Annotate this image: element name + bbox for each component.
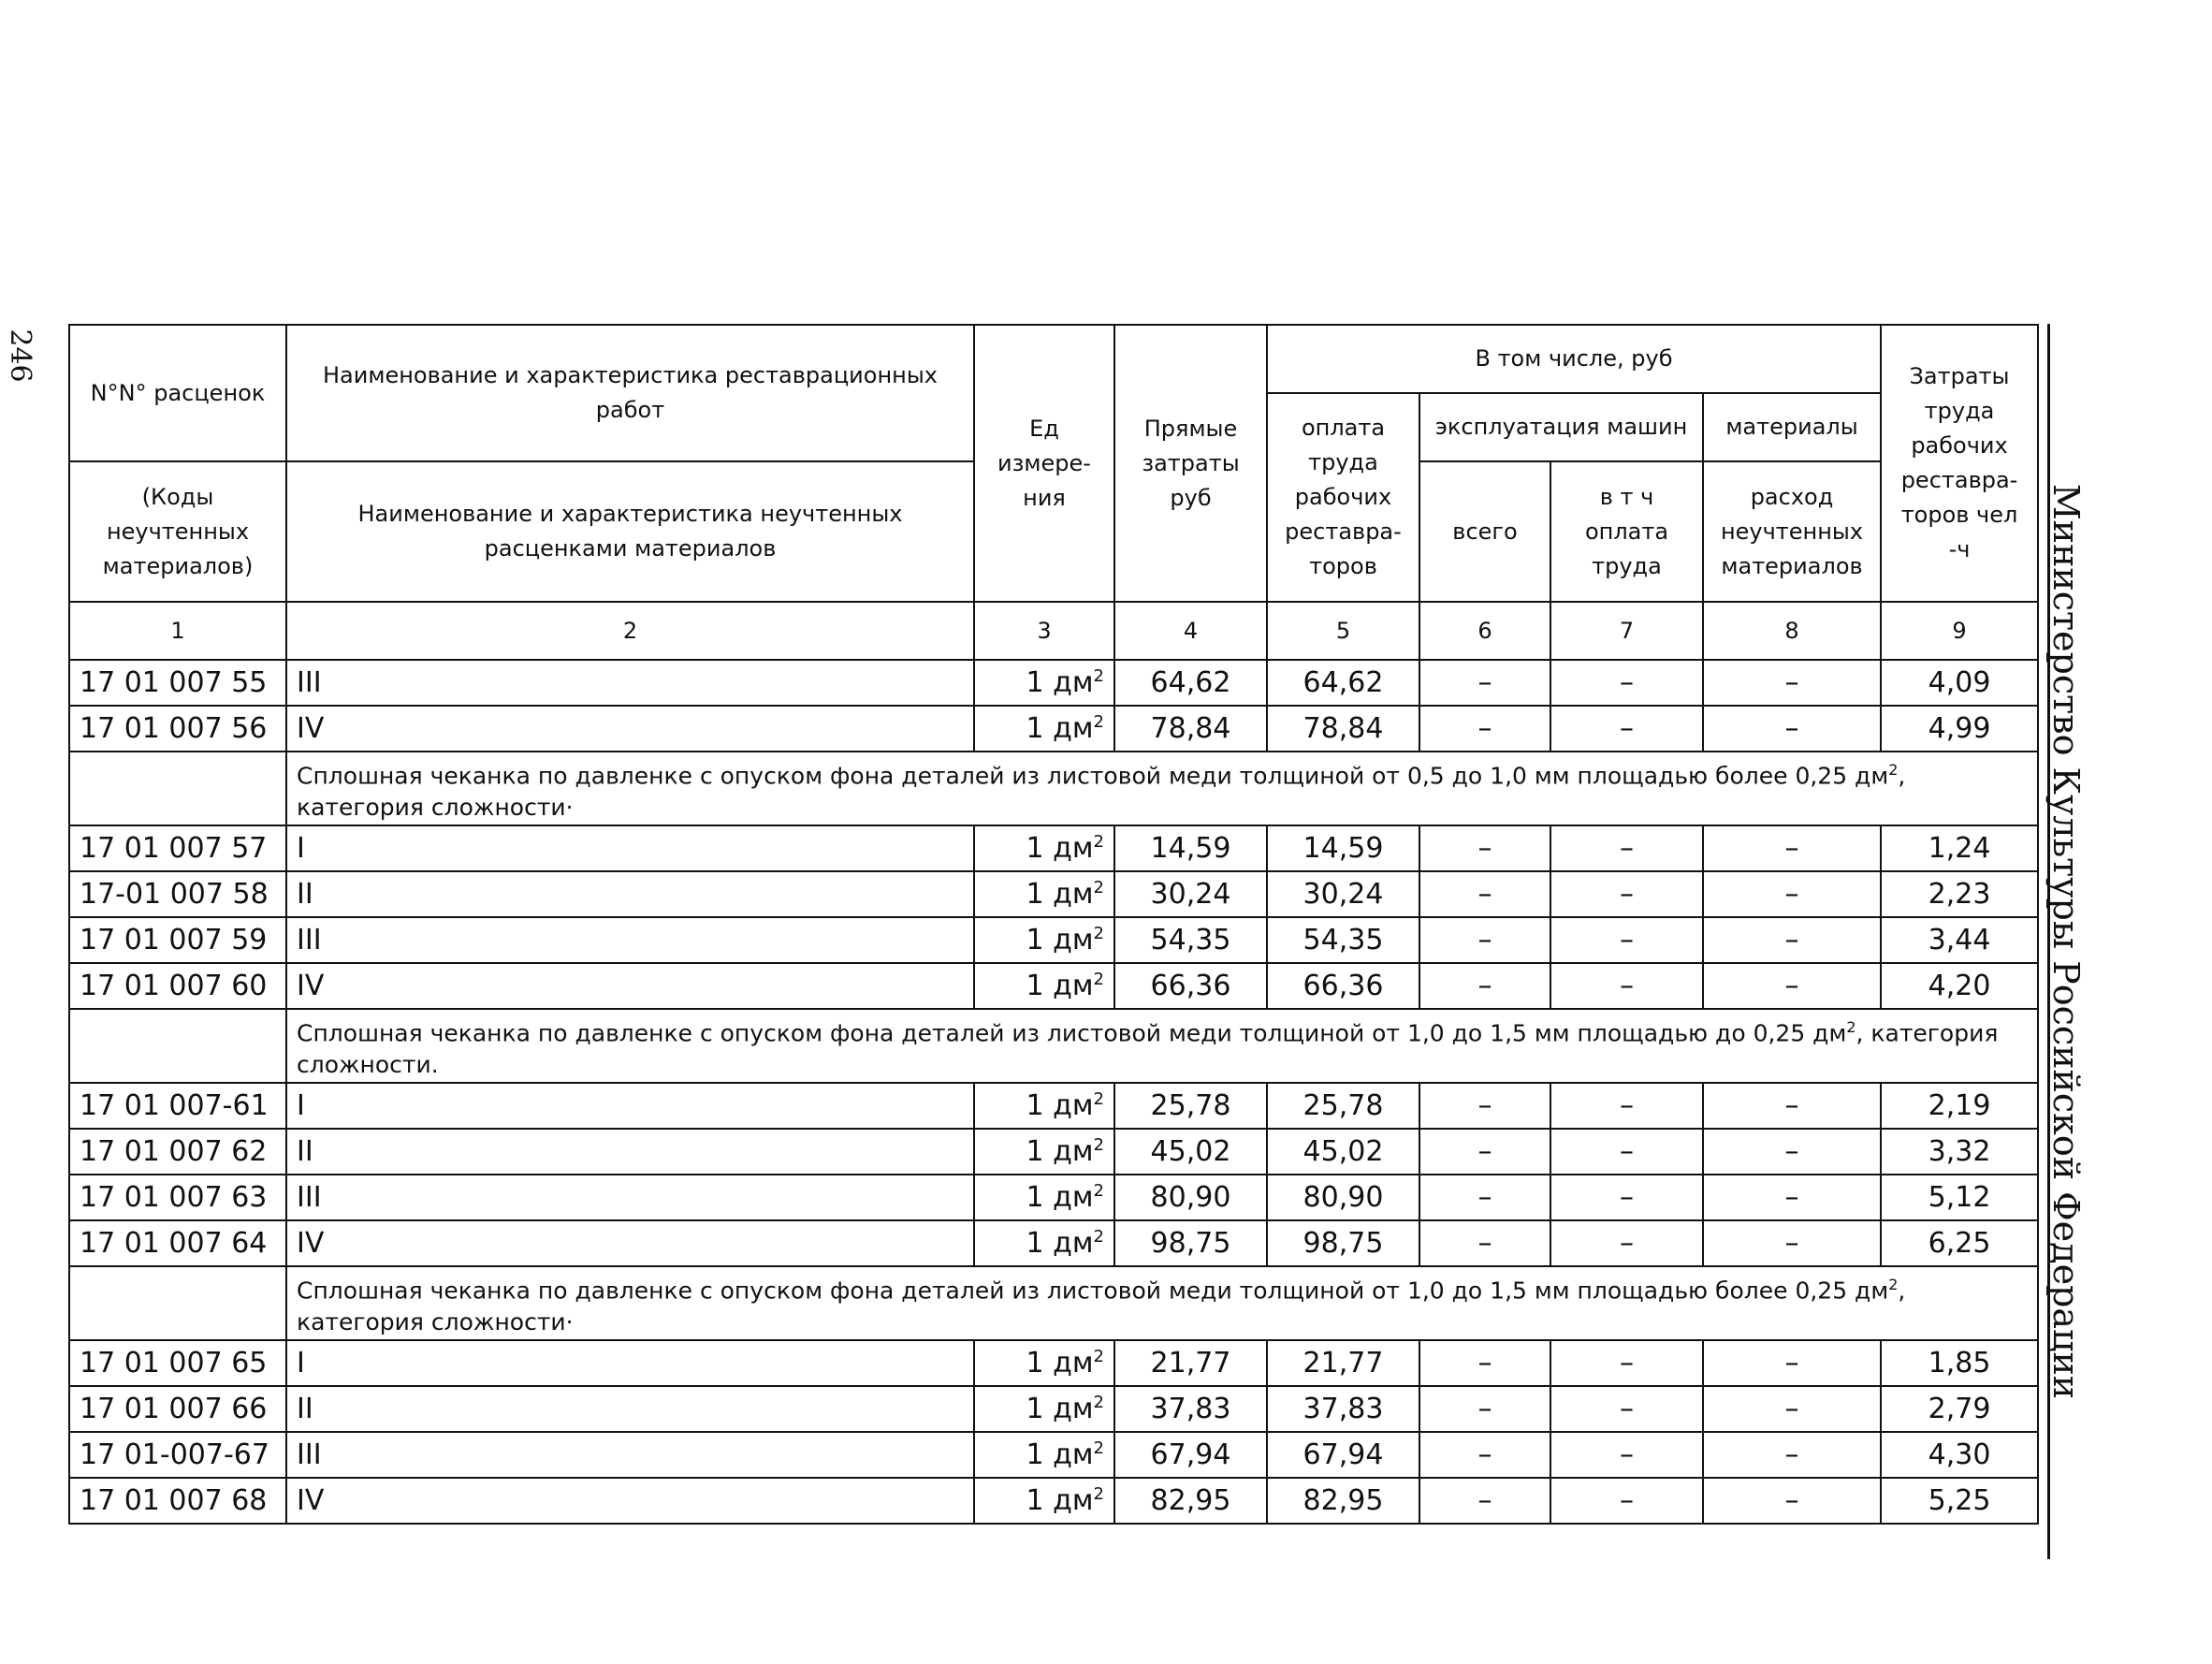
- machines-labor: –: [1550, 917, 1703, 963]
- table-row: [69, 1386, 2038, 1432]
- section-text: Сплошная чеканка по давленке с опуском фона деталей из листовой меди толщиной от 0,5 до 1,0 мм площадью более 0,25 дм: [297, 762, 1889, 790]
- materials-use: –: [1703, 706, 1881, 752]
- machines-total: –: [1419, 1432, 1550, 1478]
- unit-power: 2: [1093, 1089, 1104, 1109]
- section-row: [69, 1266, 2038, 1340]
- rate-code: 17 01 007 66: [69, 1386, 286, 1432]
- labor-pay: 78,84: [1267, 706, 1419, 752]
- table-row: [69, 1220, 2038, 1266]
- section-title: [286, 752, 2038, 825]
- complexity-category: III: [286, 917, 974, 963]
- machines-total: –: [1419, 1220, 1550, 1266]
- unit-base: 1 дм: [1026, 1347, 1094, 1379]
- materials-use: –: [1703, 825, 1881, 871]
- header-including: В том числе, руб: [1267, 325, 1881, 393]
- machines-total: –: [1419, 706, 1550, 752]
- machines-total: –: [1419, 1175, 1550, 1220]
- labor-pay: 25,78: [1267, 1083, 1419, 1129]
- unit-cell: [974, 825, 1114, 871]
- rates-table: [68, 324, 2039, 1525]
- section-code-empty: [69, 1266, 286, 1340]
- unit-base: 1 дм: [1026, 1438, 1094, 1471]
- unit-cell: [974, 1175, 1114, 1220]
- machines-labor: –: [1550, 1129, 1703, 1175]
- header-unit: Ед измере- ния: [974, 325, 1114, 602]
- machines-labor: –: [1550, 963, 1703, 1009]
- unit-base: 1 дм: [1026, 1484, 1094, 1517]
- direct-costs: 21,77: [1114, 1340, 1267, 1386]
- section-power: 2: [1888, 761, 1899, 780]
- complexity-category: I: [286, 1340, 974, 1386]
- unit-power: 2: [1093, 1438, 1104, 1458]
- header-machines-total: всего: [1419, 461, 1550, 602]
- unit-cell: [974, 1340, 1114, 1386]
- table-row: [69, 706, 2038, 752]
- rate-code: 17 01 007 63: [69, 1175, 286, 1220]
- header-machines: эксплуатация машин: [1419, 393, 1703, 461]
- machines-labor: –: [1550, 1220, 1703, 1266]
- unit-base: 1 дм: [1026, 1181, 1094, 1214]
- table-row: [69, 917, 2038, 963]
- machines-total: –: [1419, 917, 1550, 963]
- labor-pay: 98,75: [1267, 1220, 1419, 1266]
- materials-use: –: [1703, 1340, 1881, 1386]
- section-tail: , категория сложности·: [297, 762, 1906, 821]
- direct-costs: 14,59: [1114, 825, 1267, 871]
- unit-cell: [974, 871, 1114, 917]
- materials-use: –: [1703, 1386, 1881, 1432]
- machines-labor: –: [1550, 825, 1703, 871]
- complexity-category: II: [286, 1386, 974, 1432]
- table-row: [69, 963, 2038, 1009]
- table-row: [69, 1129, 2038, 1175]
- table-row: [69, 1432, 2038, 1478]
- machines-labor: –: [1550, 1432, 1703, 1478]
- unit-cell: [974, 917, 1114, 963]
- complexity-category: II: [286, 871, 974, 917]
- unit-cell: [974, 1432, 1114, 1478]
- materials-use: –: [1703, 1175, 1881, 1220]
- direct-costs: 30,24: [1114, 871, 1267, 917]
- header-col1-top: N°N° расценок: [69, 325, 286, 461]
- column-number: 4: [1114, 602, 1267, 660]
- table-row: [69, 1083, 2038, 1129]
- header-col2-top: Наименование и характеристика реставрационных работ: [286, 325, 974, 461]
- unit-power: 2: [1093, 1347, 1104, 1366]
- rate-code: 17-01 007 58: [69, 871, 286, 917]
- section-power: 2: [1846, 1018, 1856, 1037]
- materials-use: –: [1703, 660, 1881, 706]
- labor-hours: 3,44: [1881, 917, 2038, 963]
- column-number: 1: [69, 602, 286, 660]
- labor-pay: 30,24: [1267, 871, 1419, 917]
- materials-use: –: [1703, 1220, 1881, 1266]
- labor-hours: 5,12: [1881, 1175, 2038, 1220]
- section-text: Сплошная чеканка по давленке с опуском фона деталей из листовой меди толщиной от 1,0 до 1,5 мм площадью до 0,25 дм: [297, 1019, 1847, 1047]
- unit-base: 1 дм: [1026, 924, 1094, 956]
- machines-total: –: [1419, 1478, 1550, 1524]
- materials-use: –: [1703, 917, 1881, 963]
- labor-pay: 54,35: [1267, 917, 1419, 963]
- unit-power: 2: [1093, 832, 1104, 852]
- section-power: 2: [1888, 1276, 1899, 1294]
- unit-power: 2: [1093, 1393, 1104, 1412]
- unit-power: 2: [1093, 1135, 1104, 1155]
- unit-base: 1 дм: [1026, 666, 1094, 699]
- direct-costs: 82,95: [1114, 1478, 1267, 1524]
- column-number-row: [69, 602, 2038, 660]
- labor-pay: 80,90: [1267, 1175, 1419, 1220]
- unit-power: 2: [1093, 1181, 1104, 1201]
- unit-cell: [974, 660, 1114, 706]
- rate-code: 17 01 007 64: [69, 1220, 286, 1266]
- rate-code: 17 01 007 60: [69, 963, 286, 1009]
- unit-cell: [974, 1083, 1114, 1129]
- labor-hours: 3,32: [1881, 1129, 2038, 1175]
- complexity-category: I: [286, 825, 974, 871]
- unit-base: 1 дм: [1026, 1089, 1094, 1122]
- section-code-empty: [69, 752, 286, 825]
- machines-total: –: [1419, 871, 1550, 917]
- complexity-category: III: [286, 1432, 974, 1478]
- labor-pay: 66,36: [1267, 963, 1419, 1009]
- machines-labor: –: [1550, 1386, 1703, 1432]
- header-materials: материалы: [1703, 393, 1881, 461]
- unit-base: 1 дм: [1026, 832, 1094, 865]
- unit-cell: [974, 963, 1114, 1009]
- labor-hours: 2,19: [1881, 1083, 2038, 1129]
- labor-pay: 67,94: [1267, 1432, 1419, 1478]
- table-row: [69, 1478, 2038, 1524]
- materials-use: –: [1703, 963, 1881, 1009]
- complexity-category: IV: [286, 706, 974, 752]
- complexity-category: III: [286, 1175, 974, 1220]
- section-tail: , категория сложности.: [297, 1019, 1999, 1078]
- unit-cell: [974, 706, 1114, 752]
- section-text: Сплошная чеканка по давленке с опуском фона деталей из листовой меди толщиной от 1,0 до 1,5 мм площадью более 0,25 дм: [297, 1277, 1889, 1305]
- unit-power: 2: [1093, 666, 1104, 686]
- direct-costs: 45,02: [1114, 1129, 1267, 1175]
- labor-hours: 1,24: [1881, 825, 2038, 871]
- materials-use: –: [1703, 1129, 1881, 1175]
- labor-pay: 14,59: [1267, 825, 1419, 871]
- rate-code: 17 01-007-67: [69, 1432, 286, 1478]
- rate-code: 17 01 007 55: [69, 660, 286, 706]
- materials-use: –: [1703, 1478, 1881, 1524]
- labor-hours: 2,79: [1881, 1386, 2038, 1432]
- column-number: 2: [286, 602, 974, 660]
- side-title-text: Министерство Культуры Российской Федерации: [2045, 483, 2088, 1400]
- column-number: 6: [1419, 602, 1550, 660]
- labor-hours: 2,23: [1881, 871, 2038, 917]
- direct-costs: 78,84: [1114, 706, 1267, 752]
- unit-power: 2: [1093, 712, 1104, 732]
- table-row: [69, 660, 2038, 706]
- header-col1-bottom: (Коды неучтенных материалов): [69, 461, 286, 602]
- unit-cell: [974, 1478, 1114, 1524]
- unit-base: 1 дм: [1026, 1227, 1094, 1260]
- rate-code: 17 01 007-61: [69, 1083, 286, 1129]
- machines-total: –: [1419, 1083, 1550, 1129]
- unit-cell: [974, 1386, 1114, 1432]
- labor-hours: 6,25: [1881, 1220, 2038, 1266]
- unit-power: 2: [1093, 878, 1104, 898]
- table-row: [69, 1340, 2038, 1386]
- machines-labor: –: [1550, 1083, 1703, 1129]
- section-tail: , категория сложности·: [297, 1277, 1906, 1336]
- unit-base: 1 дм: [1026, 970, 1094, 1002]
- complexity-category: IV: [286, 963, 974, 1009]
- labor-hours: 4,09: [1881, 660, 2038, 706]
- section-title: [286, 1266, 2038, 1340]
- labor-hours: 4,99: [1881, 706, 2038, 752]
- header-labor-pay: оплата труда рабочих реставра- торов: [1267, 393, 1419, 602]
- column-number: 9: [1881, 602, 2038, 660]
- unit-base: 1 дм: [1026, 1135, 1094, 1168]
- machines-labor: –: [1550, 706, 1703, 752]
- header-labor-hours: Затраты труда рабочих реставра- торов чел -ч: [1881, 325, 2038, 602]
- labor-pay: 45,02: [1267, 1129, 1419, 1175]
- labor-hours: 4,20: [1881, 963, 2038, 1009]
- direct-costs: 37,83: [1114, 1386, 1267, 1432]
- complexity-category: IV: [286, 1220, 974, 1266]
- column-number: 3: [974, 602, 1114, 660]
- labor-hours: 5,25: [1881, 1478, 2038, 1524]
- column-number: 5: [1267, 602, 1419, 660]
- unit-base: 1 дм: [1026, 1393, 1094, 1425]
- section-code-empty: [69, 1009, 286, 1083]
- header-direct-costs: Прямые затраты руб: [1114, 325, 1267, 602]
- machines-total: –: [1419, 660, 1550, 706]
- materials-use: –: [1703, 871, 1881, 917]
- materials-use: –: [1703, 1083, 1881, 1129]
- labor-pay: 21,77: [1267, 1340, 1419, 1386]
- labor-hours: 4,30: [1881, 1432, 2038, 1478]
- unit-cell: [974, 1220, 1114, 1266]
- direct-costs: 67,94: [1114, 1432, 1267, 1478]
- machines-labor: –: [1550, 871, 1703, 917]
- complexity-category: III: [286, 660, 974, 706]
- section-row: [69, 1009, 2038, 1083]
- column-number: 8: [1703, 602, 1881, 660]
- header-machines-labor: в т ч оплата труда: [1550, 461, 1703, 602]
- unit-cell: [974, 1129, 1114, 1175]
- machines-labor: –: [1550, 1478, 1703, 1524]
- section-row: [69, 752, 2038, 825]
- unit-power: 2: [1093, 1227, 1104, 1247]
- direct-costs: 66,36: [1114, 963, 1267, 1009]
- table-row: [69, 871, 2038, 917]
- labor-pay: 64,62: [1267, 660, 1419, 706]
- rate-code: 17 01 007 56: [69, 706, 286, 752]
- complexity-category: II: [286, 1129, 974, 1175]
- machines-total: –: [1419, 1386, 1550, 1432]
- direct-costs: 98,75: [1114, 1220, 1267, 1266]
- machines-labor: –: [1550, 1175, 1703, 1220]
- machines-total: –: [1419, 825, 1550, 871]
- side-title: [2030, 324, 2102, 1559]
- page-number: 246: [4, 328, 37, 383]
- machines-total: –: [1419, 1129, 1550, 1175]
- column-number: 7: [1550, 602, 1703, 660]
- section-title: [286, 1009, 2038, 1083]
- unit-power: 2: [1093, 970, 1104, 989]
- rate-code: 17 01 007 59: [69, 917, 286, 963]
- materials-use: –: [1703, 1432, 1881, 1478]
- table-row: [69, 825, 2038, 871]
- labor-hours: 1,85: [1881, 1340, 2038, 1386]
- machines-labor: –: [1550, 660, 1703, 706]
- rate-code: 17 01 007 68: [69, 1478, 286, 1524]
- header-materials-use: расход неучтенных материалов: [1703, 461, 1881, 602]
- rate-code: 17 01 007 65: [69, 1340, 286, 1386]
- machines-labor: –: [1550, 1340, 1703, 1386]
- direct-costs: 25,78: [1114, 1083, 1267, 1129]
- direct-costs: 80,90: [1114, 1175, 1267, 1220]
- rate-code: 17 01 007 62: [69, 1129, 286, 1175]
- direct-costs: 54,35: [1114, 917, 1267, 963]
- unit-base: 1 дм: [1026, 878, 1094, 911]
- direct-costs: 64,62: [1114, 660, 1267, 706]
- header-col2-bottom: Наименование и характеристика неучтенных расценками материалов: [286, 461, 974, 602]
- complexity-category: IV: [286, 1478, 974, 1524]
- rate-code: 17 01 007 57: [69, 825, 286, 871]
- machines-total: –: [1419, 1340, 1550, 1386]
- machines-total: –: [1419, 963, 1550, 1009]
- complexity-category: I: [286, 1083, 974, 1129]
- table-row: [69, 1175, 2038, 1220]
- labor-pay: 37,83: [1267, 1386, 1419, 1432]
- unit-power: 2: [1093, 1484, 1104, 1504]
- unit-base: 1 дм: [1026, 712, 1094, 745]
- unit-power: 2: [1093, 924, 1104, 943]
- labor-pay: 82,95: [1267, 1478, 1419, 1524]
